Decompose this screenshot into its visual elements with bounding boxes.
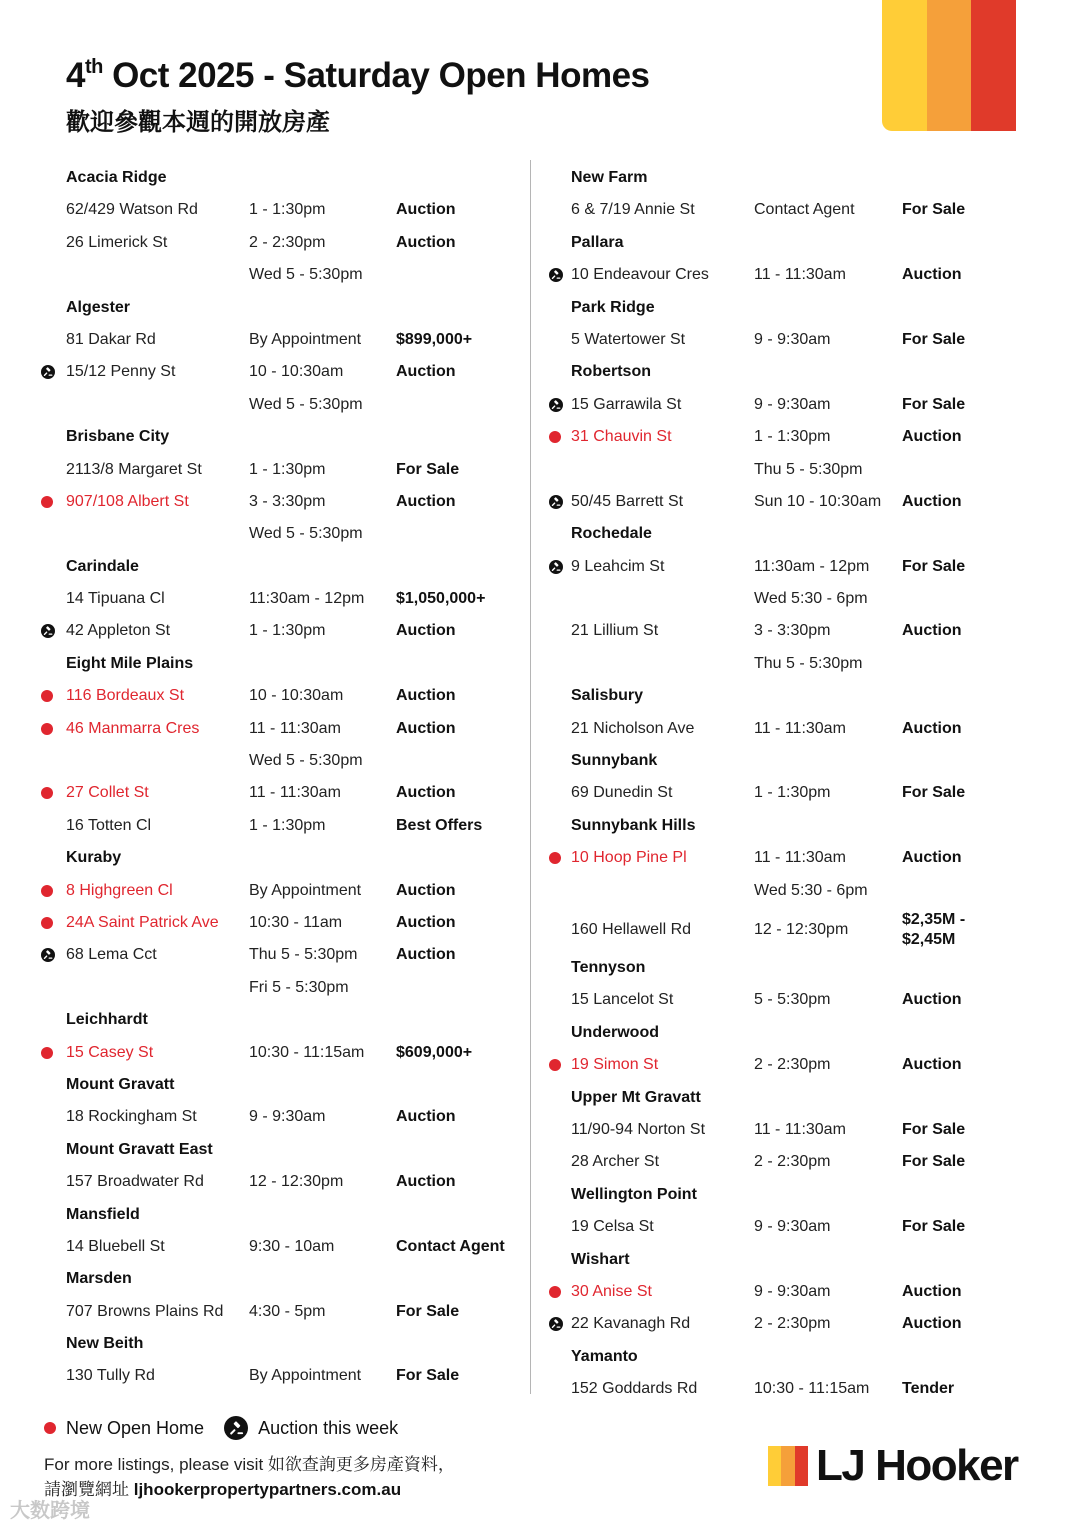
listing-address: 9 Leahcim St xyxy=(571,557,665,575)
new-open-home-dot-icon xyxy=(41,917,53,929)
inspection-time: 9 - 9:30am xyxy=(754,1218,831,1236)
suburb-name: Algester xyxy=(66,298,131,316)
title-day: 4 xyxy=(66,56,85,95)
sale-method: For Sale xyxy=(396,1302,460,1320)
suburb-name: Underwood xyxy=(571,1023,659,1041)
auction-gavel-icon xyxy=(41,624,55,638)
extra-time-row xyxy=(0,389,530,421)
new-open-home-dot-icon xyxy=(549,852,561,864)
listing-address: 11/90-94 Norton St xyxy=(571,1120,706,1138)
new-open-home-dot-icon xyxy=(41,885,53,897)
sale-method: Auction xyxy=(902,492,962,510)
new-open-home-dot-icon xyxy=(41,787,53,799)
listing-row xyxy=(0,939,530,971)
suburb-name: Wishart xyxy=(571,1250,630,1268)
suburb-heading xyxy=(532,1341,1080,1373)
suburb-name: Kuraby xyxy=(66,849,122,867)
stripe-red xyxy=(971,0,1016,131)
suburb-heading xyxy=(532,518,1080,550)
inspection-time: 2 - 2:30pm xyxy=(754,1315,831,1333)
listing-address: 46 Manmarra Cres xyxy=(66,719,200,737)
sale-method: Auction xyxy=(396,946,456,964)
suburb-heading xyxy=(0,842,530,874)
suburb-heading xyxy=(0,1004,530,1036)
listing-row xyxy=(0,810,530,842)
auction-gavel-icon xyxy=(224,1416,248,1440)
legend xyxy=(44,1416,398,1440)
inspection-time: 11:30am - 12pm xyxy=(249,590,365,608)
listing-address: 50/45 Barrett St xyxy=(571,492,684,510)
listing-row xyxy=(532,551,1080,583)
suburb-name: Salisbury xyxy=(571,687,644,705)
listing-row xyxy=(0,1360,530,1392)
inspection-time: 5 - 5:30pm xyxy=(754,991,831,1009)
extra-time-row xyxy=(532,875,1080,907)
listing-row xyxy=(532,324,1080,356)
listing-address: 130 Tully Rd xyxy=(66,1367,155,1385)
inspection-time: 3 - 3:30pm xyxy=(249,492,326,510)
extra-time-row xyxy=(0,518,530,550)
auction-gavel-icon xyxy=(549,1317,563,1331)
sale-method: Tender xyxy=(902,1380,955,1398)
new-open-home-dot-icon xyxy=(41,496,53,508)
watermark: 大数跨境 xyxy=(10,1500,90,1522)
inspection-time: 1 - 1:30pm xyxy=(249,201,326,219)
inspection-time: Wed 5 - 5:30pm xyxy=(249,525,363,543)
new-open-home-dot-icon xyxy=(44,1422,56,1434)
listing-address: 10 Endeavour Cres xyxy=(571,266,709,284)
sale-method: Auction xyxy=(902,991,962,1009)
title-ordinal: th xyxy=(84,56,103,78)
new-open-home-dot-icon xyxy=(41,690,53,702)
listing-row xyxy=(0,486,530,518)
listing-address: 21 Nicholson Ave xyxy=(571,719,695,737)
sale-method: Auction xyxy=(396,687,456,705)
legend-auction-label: Auction this week xyxy=(258,1417,399,1438)
listing-row xyxy=(0,615,530,647)
sale-method: For Sale xyxy=(902,557,966,575)
extra-time-row xyxy=(532,454,1080,486)
inspection-time: 9 - 9:30am xyxy=(754,330,831,348)
inspection-time: 1 - 1:30pm xyxy=(249,622,326,640)
listing-address: 5 Watertower St xyxy=(571,330,686,348)
listing-address: 31 Chauvin St xyxy=(571,428,672,446)
listing-address: 15 Lancelot St xyxy=(571,991,674,1009)
suburb-name: Robertson xyxy=(571,363,651,381)
listing-address: 16 Totten Cl xyxy=(66,816,152,834)
inspection-time: 10:30 - 11:15am xyxy=(754,1380,870,1398)
listing-address: 6 & 7/19 Annie St xyxy=(571,201,695,219)
listing-row xyxy=(532,777,1080,809)
suburb-name: Carindale xyxy=(66,557,139,575)
listing-row xyxy=(0,583,530,615)
listing-address: 707 Browns Plains Rd xyxy=(66,1302,224,1320)
legend-new-label: New Open Home xyxy=(66,1417,205,1438)
sale-method: Contact Agent xyxy=(396,1237,505,1255)
inspection-time: By Appointment xyxy=(249,330,362,348)
listing-row xyxy=(532,1114,1080,1146)
inspection-time: 3 - 3:30pm xyxy=(754,622,831,640)
sale-method: For Sale xyxy=(396,460,460,478)
suburb-name: Eight Mile Plains xyxy=(66,654,194,672)
inspection-time: 2 - 2:30pm xyxy=(249,233,326,251)
suburb-name: Yamanto xyxy=(571,1347,638,1365)
listing-address: 19 Simon St xyxy=(571,1056,659,1074)
suburb-heading xyxy=(532,1082,1080,1114)
inspection-time: Fri 5 - 5:30pm xyxy=(249,978,349,996)
listing-address: 27 Collet St xyxy=(66,784,149,802)
sale-method: Auction xyxy=(396,1108,456,1126)
auction-gavel-icon xyxy=(549,268,563,282)
sale-method: Auction xyxy=(902,849,962,867)
listing-row xyxy=(532,842,1080,874)
listing-address: 69 Dunedin St xyxy=(571,784,673,802)
inspection-time: Wed 5 - 5:30pm xyxy=(249,266,363,284)
suburb-name: Mount Gravatt xyxy=(66,1075,175,1093)
suburb-heading xyxy=(532,810,1080,842)
listing-address: 116 Bordeaux St xyxy=(66,687,185,705)
logo-bar-orange xyxy=(781,1446,794,1486)
inspection-time: 12 - 12:30pm xyxy=(754,920,849,938)
page-subtitle: 歡迎參觀本週的開放房產 xyxy=(66,109,330,136)
listing-address: 8 Highgreen Cl xyxy=(66,881,173,899)
listing-row xyxy=(0,324,530,356)
auction-gavel-icon xyxy=(549,495,563,509)
suburb-name: Leichhardt xyxy=(66,1011,148,1029)
sale-method: $2,35M - $2,45M xyxy=(902,910,966,948)
listing-row xyxy=(532,713,1080,745)
website-link[interactable]: ljhookerpropertypartners.com.au xyxy=(133,1480,402,1499)
suburb-name: New Beith xyxy=(66,1335,144,1353)
suburb-heading xyxy=(0,1199,530,1231)
listing-row xyxy=(532,259,1080,291)
sale-method: Auction xyxy=(902,622,962,640)
listing-address: 62/429 Watson Rd xyxy=(66,201,198,219)
listing-row xyxy=(0,713,530,745)
listing-address: 30 Anise St xyxy=(571,1282,652,1300)
inspection-time: 11:30am - 12pm xyxy=(754,557,870,575)
footer-line-1: For more listings, please visit 如欲查詢更多房產資料， xyxy=(44,1455,455,1474)
listing-row xyxy=(0,1037,530,1069)
extra-time-row xyxy=(532,583,1080,615)
sale-method: Auction xyxy=(396,913,456,931)
listing-row xyxy=(0,1101,530,1133)
inspection-time: Wed 5 - 5:30pm xyxy=(249,752,363,770)
listing-row xyxy=(0,1166,530,1198)
suburb-heading xyxy=(532,227,1080,259)
listing-row xyxy=(532,421,1080,453)
sale-method: For Sale xyxy=(902,330,966,348)
brand-stripes xyxy=(882,0,1016,131)
auction-gavel-icon xyxy=(41,365,55,379)
listing-row xyxy=(0,777,530,809)
sale-method: Auction xyxy=(396,784,456,802)
inspection-time: 10 - 10:30am xyxy=(249,687,344,705)
listing-address: 10 Hoop Pine Pl xyxy=(571,849,687,867)
suburb-name: Marsden xyxy=(66,1270,132,1288)
new-open-home-dot-icon xyxy=(549,431,561,443)
sale-method: For Sale xyxy=(902,784,966,802)
inspection-time: Thu 5 - 5:30pm xyxy=(754,460,863,478)
sale-method: Auction xyxy=(396,201,456,219)
inspection-time: Wed 5:30 - 6pm xyxy=(754,881,868,899)
listing-address: 14 Tipuana Cl xyxy=(66,590,165,608)
listing-row xyxy=(0,1231,530,1263)
suburb-heading xyxy=(532,1244,1080,1276)
sale-method: Auction xyxy=(396,622,456,640)
listing-row xyxy=(532,1146,1080,1178)
listing-address: 152 Goddards Rd xyxy=(571,1380,698,1398)
auction-gavel-icon xyxy=(549,560,563,574)
sale-method: Auction xyxy=(902,1056,962,1074)
listing-row xyxy=(532,1308,1080,1340)
inspection-time: 10:30 - 11am xyxy=(249,913,343,931)
inspection-time: By Appointment xyxy=(249,1367,362,1385)
sale-method: Auction xyxy=(396,492,456,510)
sale-method: Auction xyxy=(902,1315,962,1333)
inspection-time: 1 - 1:30pm xyxy=(249,816,326,834)
extra-time-row xyxy=(532,648,1080,680)
sale-method: For Sale xyxy=(902,1218,966,1236)
inspection-time: 11 - 11:30am xyxy=(249,719,341,737)
listing-row xyxy=(532,907,1080,952)
inspection-time: 2 - 2:30pm xyxy=(754,1056,831,1074)
column-divider xyxy=(530,160,531,1394)
sale-method: Auction xyxy=(902,719,962,737)
inspection-time: 1 - 1:30pm xyxy=(249,460,326,478)
inspection-time: Thu 5 - 5:30pm xyxy=(249,946,358,964)
sale-method: $609,000+ xyxy=(396,1043,473,1061)
inspection-time: Sun 10 - 10:30am xyxy=(754,492,882,510)
suburb-heading xyxy=(0,648,530,680)
suburb-name: Sunnybank xyxy=(571,752,658,770)
suburb-name: Acacia Ridge xyxy=(66,169,167,186)
sale-method: Auction xyxy=(396,719,456,737)
listing-row xyxy=(532,389,1080,421)
suburb-heading xyxy=(0,421,530,453)
inspection-time: 11 - 11:30am xyxy=(754,849,846,867)
suburb-heading xyxy=(0,1069,530,1101)
listing-row xyxy=(0,194,530,226)
listing-row xyxy=(0,454,530,486)
inspection-time: 10:30 - 11:15am xyxy=(249,1043,365,1061)
logo-bar-red xyxy=(795,1446,808,1486)
new-open-home-dot-icon xyxy=(549,1286,561,1298)
inspection-time: Wed 5:30 - 6pm xyxy=(754,590,868,608)
inspection-time: Contact Agent xyxy=(754,201,855,219)
suburb-heading xyxy=(0,292,530,324)
listing-address: 68 Lema Cct xyxy=(66,946,157,964)
inspection-time: Wed 5 - 5:30pm xyxy=(249,395,363,413)
listing-row xyxy=(532,1276,1080,1308)
inspection-time: 4:30 - 5pm xyxy=(249,1302,326,1320)
suburb-name: Pallara xyxy=(571,233,624,251)
suburb-name: Upper Mt Gravatt xyxy=(571,1088,701,1106)
inspection-time: 1 - 1:30pm xyxy=(754,428,831,446)
listing-address: 15/12 Penny St xyxy=(66,363,176,381)
suburb-name: Sunnybank Hills xyxy=(571,816,696,834)
inspection-time: Thu 5 - 5:30pm xyxy=(754,654,863,672)
listing-row xyxy=(532,615,1080,647)
inspection-time: 1 - 1:30pm xyxy=(754,784,831,802)
inspection-time: 11 - 11:30am xyxy=(249,784,341,802)
listing-row xyxy=(0,907,530,939)
sale-method: For Sale xyxy=(902,201,966,219)
lj-hooker-logo xyxy=(768,1441,1018,1490)
listing-address: 18 Rockingham St xyxy=(66,1108,197,1126)
inspection-time: 9 - 9:30am xyxy=(754,395,831,413)
auction-gavel-icon xyxy=(41,948,55,962)
left-listings-column xyxy=(0,162,530,1393)
listing-address: 160 Hellawell Rd xyxy=(571,920,692,938)
logo-bars xyxy=(768,1446,808,1486)
inspection-time: 11 - 11:30am xyxy=(754,266,846,284)
page-title xyxy=(66,56,650,96)
listing-row xyxy=(0,680,530,712)
extra-time-row xyxy=(0,972,530,1004)
footer-line-2 xyxy=(44,1475,401,1500)
suburb-heading xyxy=(0,1134,530,1166)
sale-method: For Sale xyxy=(902,1153,966,1171)
listing-row xyxy=(0,1296,530,1328)
sale-method: Auction xyxy=(902,266,962,284)
suburb-heading xyxy=(532,292,1080,324)
listing-address: 157 Broadwater Rd xyxy=(66,1173,204,1191)
suburb-heading xyxy=(0,1263,530,1295)
title-text: Oct 2025 - Saturday Open Homes xyxy=(102,56,650,95)
listing-row xyxy=(532,1049,1080,1081)
listing-row xyxy=(532,984,1080,1016)
inspection-time: 12 - 12:30pm xyxy=(249,1173,344,1191)
listing-address: 15 Garrawila St xyxy=(571,395,682,413)
listing-address: 22 Kavanagh Rd xyxy=(571,1315,691,1333)
suburb-heading xyxy=(532,162,1080,194)
inspection-time: 10 - 10:30am xyxy=(249,363,344,381)
listing-row xyxy=(532,486,1080,518)
listing-row xyxy=(0,227,530,259)
suburb-heading xyxy=(532,680,1080,712)
stripe-orange xyxy=(927,0,972,131)
sale-method: Auction xyxy=(396,363,456,381)
sale-method: $1,050,000+ xyxy=(396,590,486,608)
sale-method: Auction xyxy=(396,233,456,251)
suburb-heading xyxy=(0,551,530,583)
listing-row xyxy=(532,1211,1080,1243)
inspection-time: By Appointment xyxy=(249,881,362,899)
suburb-heading xyxy=(0,1328,530,1360)
listing-address: 28 Archer St xyxy=(571,1153,660,1171)
suburb-heading xyxy=(532,952,1080,984)
sale-method: For Sale xyxy=(902,395,966,413)
suburb-name: Mount Gravatt East xyxy=(66,1140,213,1158)
listing-address: 42 Appleton St xyxy=(66,622,171,640)
listing-address: 15 Casey St xyxy=(66,1043,154,1061)
suburb-name: Brisbane City xyxy=(66,428,170,446)
footer-prefix: 請瀏覽網址 xyxy=(44,1480,134,1499)
suburb-heading xyxy=(532,1179,1080,1211)
suburb-heading xyxy=(532,356,1080,388)
listing-row xyxy=(532,1373,1080,1405)
stripe-yellow xyxy=(882,0,927,131)
suburb-name: New Farm xyxy=(571,169,648,186)
inspection-time: 11 - 11:30am xyxy=(754,719,846,737)
listing-address: 81 Dakar Rd xyxy=(66,330,156,348)
sale-method: Best Offers xyxy=(396,816,483,834)
sale-method: Auction xyxy=(902,1282,962,1300)
auction-gavel-icon xyxy=(549,398,563,412)
sale-method: Auction xyxy=(902,428,962,446)
sale-method: For Sale xyxy=(396,1367,460,1385)
listing-address: 907/108 Albert St xyxy=(66,492,189,510)
logo-bar-yellow xyxy=(768,1446,781,1486)
extra-time-row xyxy=(0,259,530,291)
suburb-name: Rochedale xyxy=(571,525,652,543)
listing-row xyxy=(0,875,530,907)
suburb-heading xyxy=(532,1017,1080,1049)
sale-method: Auction xyxy=(396,881,456,899)
suburb-heading xyxy=(0,162,530,194)
sale-method: $899,000+ xyxy=(396,330,473,348)
suburb-name: Tennyson xyxy=(571,958,646,976)
listing-address: 2113/8 Margaret St xyxy=(66,460,202,478)
listing-address: 24A Saint Patrick Ave xyxy=(66,913,219,931)
suburb-name: Mansfield xyxy=(66,1205,140,1223)
listing-address: 19 Celsa St xyxy=(571,1218,654,1236)
new-open-home-dot-icon xyxy=(41,723,53,735)
suburb-heading xyxy=(532,745,1080,777)
listing-row xyxy=(0,356,530,388)
suburb-name: Wellington Point xyxy=(571,1185,697,1203)
listing-row xyxy=(532,194,1080,226)
listing-address: 14 Bluebell St xyxy=(66,1237,165,1255)
right-listings-column xyxy=(532,162,1080,1405)
sale-method: Auction xyxy=(396,1173,456,1191)
logo-text: LJ Hooker xyxy=(816,1441,1018,1490)
listing-address: 21 Lillium St xyxy=(571,622,659,640)
new-open-home-dot-icon xyxy=(549,1059,561,1071)
inspection-time: 2 - 2:30pm xyxy=(754,1153,831,1171)
extra-time-row xyxy=(0,745,530,777)
inspection-time: 9 - 9:30am xyxy=(249,1108,326,1126)
inspection-time: 9:30 - 10am xyxy=(249,1237,335,1255)
new-open-home-dot-icon xyxy=(41,1047,53,1059)
listing-address: 26 Limerick St xyxy=(66,233,168,251)
inspection-time: 11 - 11:30am xyxy=(754,1120,846,1138)
suburb-name: Park Ridge xyxy=(571,298,655,316)
sale-method: For Sale xyxy=(902,1120,966,1138)
inspection-time: 9 - 9:30am xyxy=(754,1282,831,1300)
